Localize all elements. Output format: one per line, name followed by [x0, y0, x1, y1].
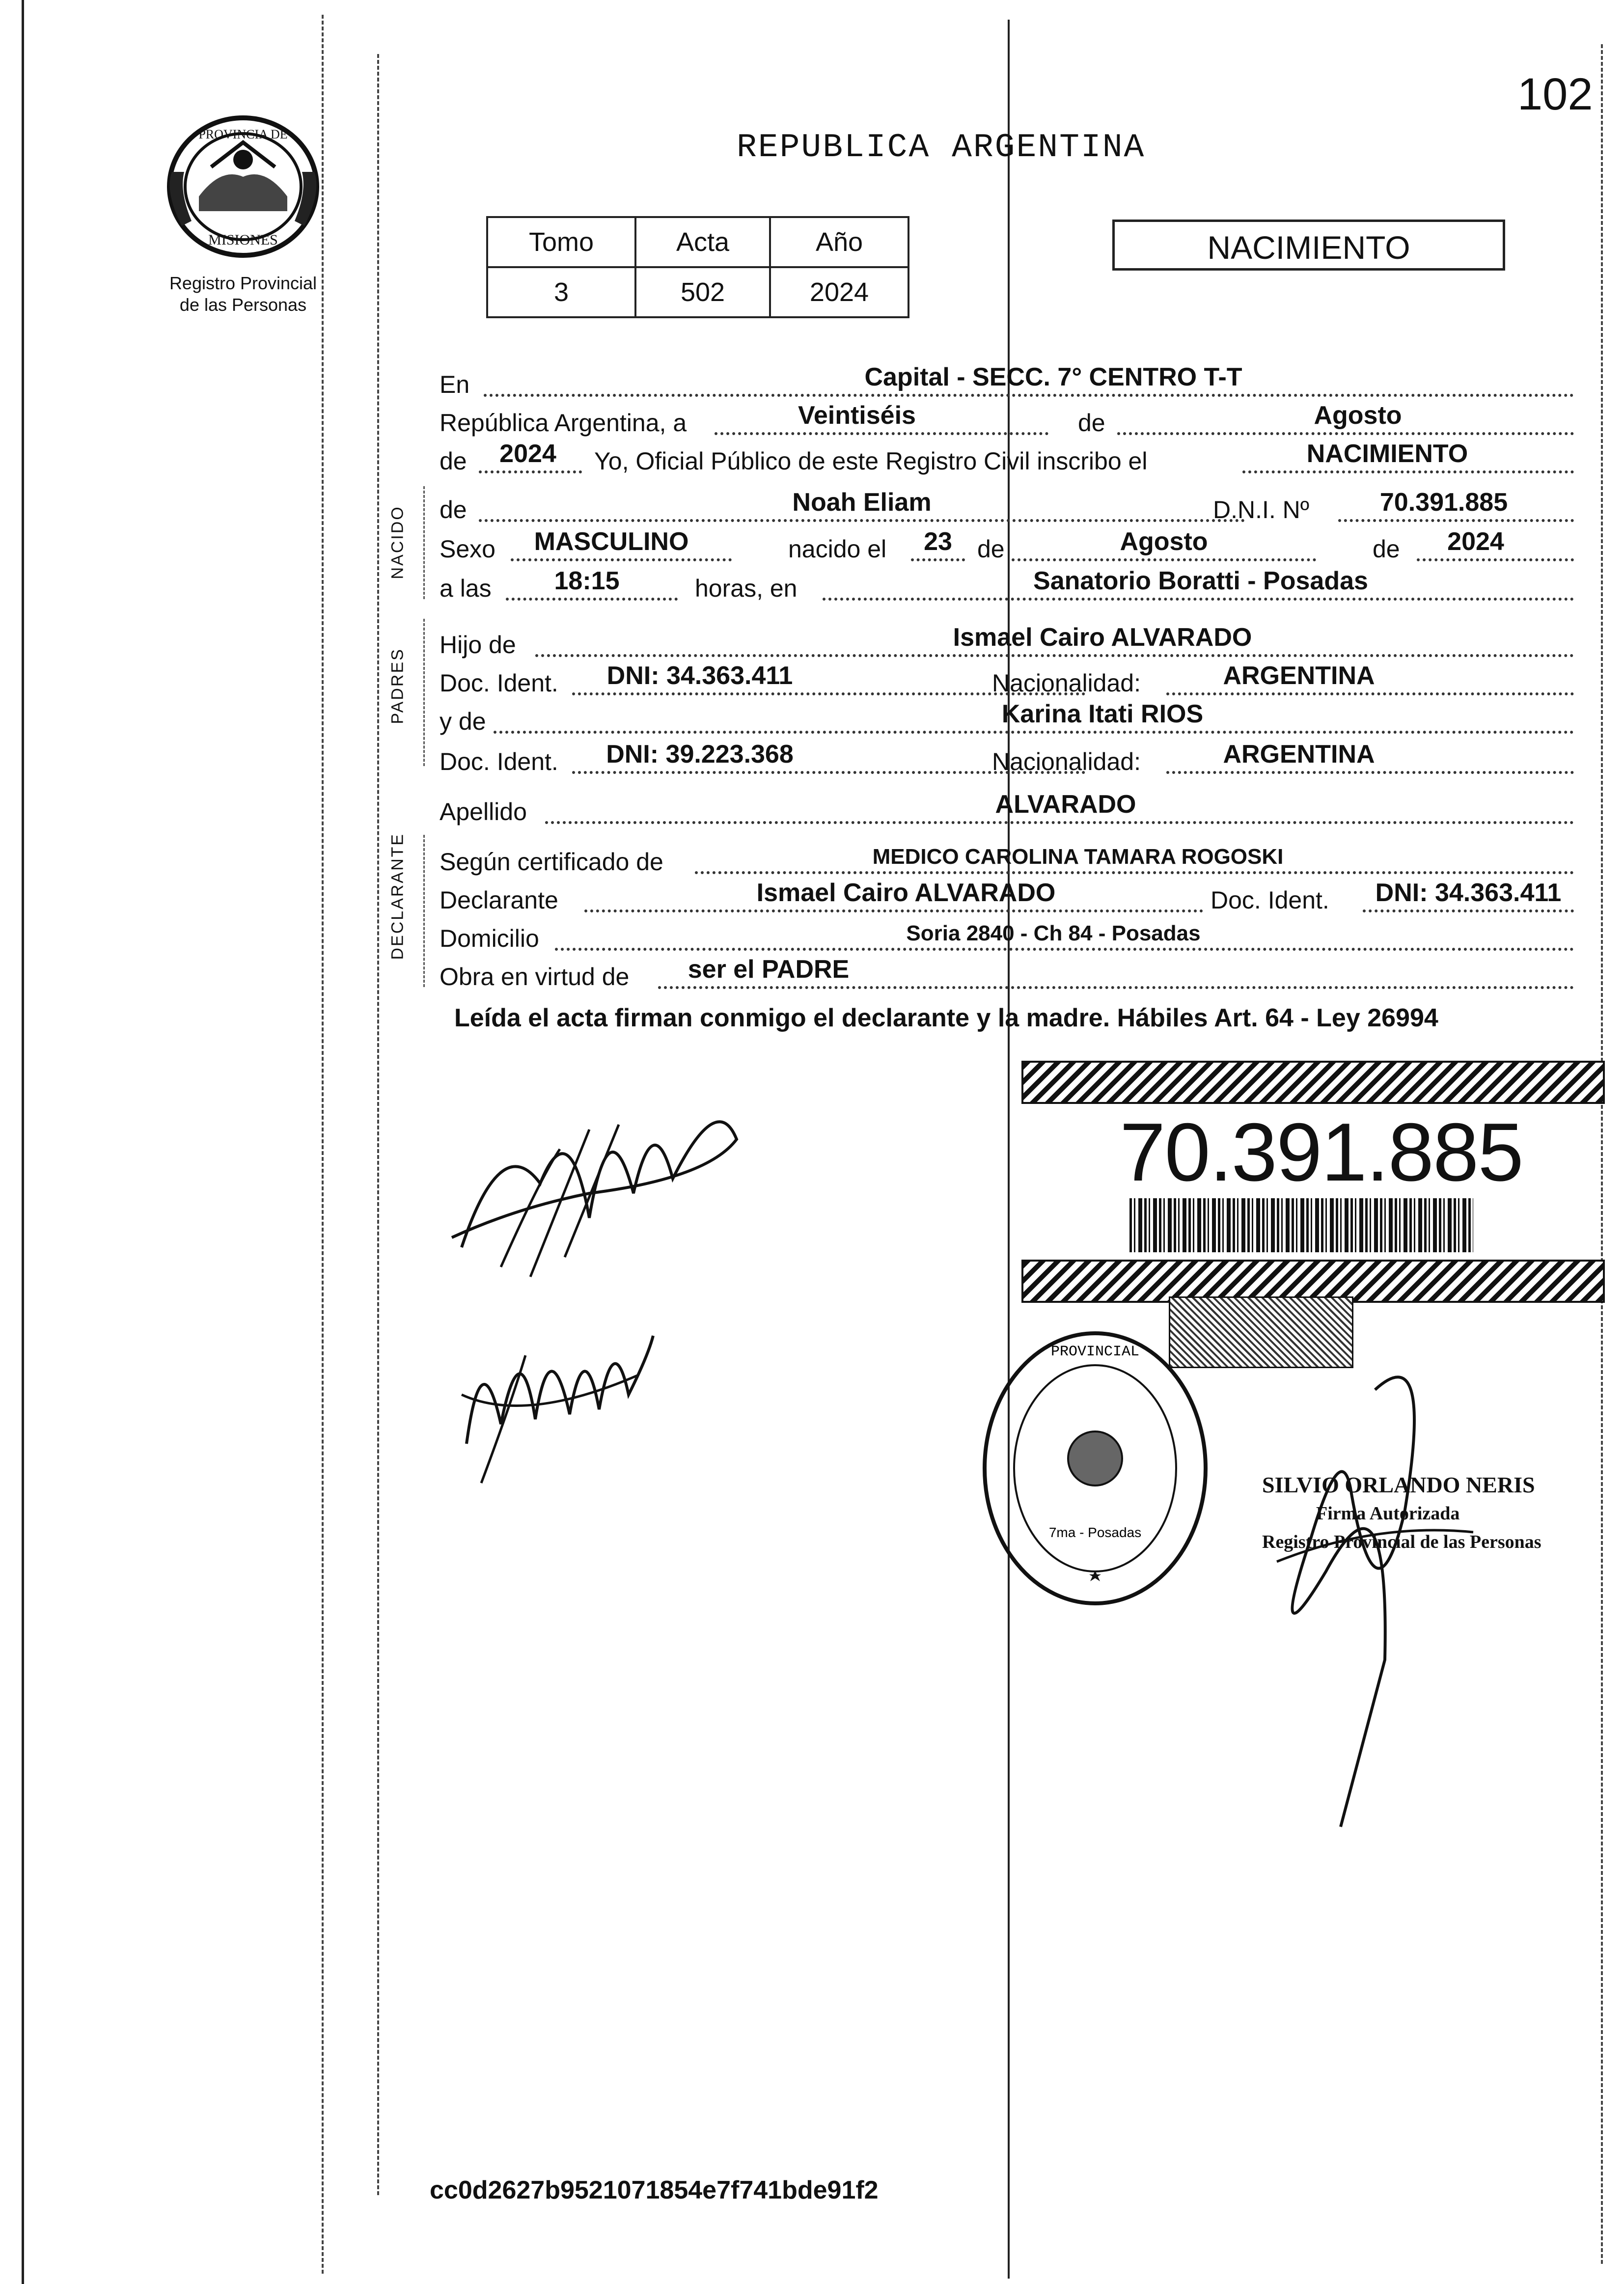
declarante-doc-label: Doc. Ident. — [1211, 886, 1329, 914]
dotted-line — [715, 432, 1048, 435]
dotted-line — [1242, 470, 1574, 473]
apellido-label: Apellido — [440, 798, 527, 826]
row-mother-doc — [440, 741, 1574, 780]
dotted-line — [1166, 771, 1574, 774]
dni-label: D.N.I. Nº — [1213, 496, 1310, 523]
misiones-seal-logo — [162, 113, 324, 270]
logo-caption-line-1: Registro Provincial — [169, 273, 317, 293]
day-value: Veintiséis — [798, 401, 916, 430]
de-label: de — [1078, 409, 1105, 437]
sexo-value: MASCULINO — [534, 527, 689, 556]
birth-place: Sanatorio Boratti - Posadas — [1033, 567, 1368, 595]
dotted-line — [545, 821, 1574, 824]
row-declarante — [440, 879, 1574, 918]
dotted-line — [494, 731, 1574, 734]
nacido-de-label: de — [440, 496, 467, 523]
name-value: Noah Eliam — [792, 488, 932, 517]
row-year — [440, 440, 1574, 479]
dotted-line — [1338, 519, 1574, 522]
de3-label: de — [977, 535, 1005, 563]
anio-value: 2024 — [770, 267, 908, 317]
official-signature — [1228, 1316, 1532, 1832]
birth-year: 2024 — [1447, 527, 1504, 556]
dotted-line — [555, 948, 1574, 951]
row-domicilio — [440, 917, 1574, 957]
seal-text-top: PROVINCIA DE — [198, 127, 288, 141]
declarant-signature — [442, 1071, 776, 1296]
padres-bracket — [423, 619, 425, 766]
record-table-value-row — [487, 267, 908, 317]
record-table — [486, 216, 909, 318]
official-role: Firma Autorizada — [1316, 1503, 1460, 1524]
dotted-line — [479, 519, 1245, 522]
logo-caption — [147, 273, 339, 316]
dni-value: 70.391.885 — [1379, 488, 1508, 517]
birth-time: 18:15 — [554, 567, 620, 595]
row-republica — [440, 402, 1574, 441]
horas-label: horas, en — [695, 575, 798, 602]
document-hash: cc0d2627b9521071854e7f741bde91f2 — [430, 2176, 879, 2204]
nacido-el-label: nacido el — [788, 535, 887, 563]
page-title: REPUBLICA ARGENTINA — [737, 129, 1146, 166]
father-name: Ismael Cairo ALVARADO — [953, 623, 1252, 652]
row-sexo — [440, 528, 1574, 567]
sticker-barcode — [1129, 1198, 1473, 1252]
dotted-line — [695, 871, 1574, 874]
dotted-line — [1117, 432, 1574, 435]
closing-statement: Leída el acta firman conmigo el declarante y la madre. Hábiles Art. 64 - Ley 26994 — [454, 1004, 1438, 1032]
event-value: NACIMIENTO — [1306, 440, 1468, 468]
birth-day: 23 — [924, 527, 952, 556]
security-strip-top — [1021, 1061, 1605, 1104]
record-table-header-row — [487, 217, 908, 267]
dotted-line — [911, 558, 965, 561]
acta-header: Acta — [635, 217, 770, 267]
declarante-label: Declarante — [440, 886, 558, 914]
obra-label: Obra en virtud de — [440, 963, 630, 991]
document-type-box: NACIMIENTO — [1112, 220, 1505, 271]
side-label-declarante: DECLARANTE — [388, 832, 407, 960]
sexo-label: Sexo — [440, 535, 495, 563]
dotted-line — [479, 470, 582, 473]
nacido-bracket — [423, 486, 425, 599]
a-las-label: a las — [440, 575, 492, 602]
row-father-doc — [440, 662, 1574, 701]
mother-signature — [452, 1296, 668, 1493]
row-mother — [440, 700, 1574, 740]
en-label: En — [440, 371, 470, 398]
official-name-block — [1262, 1471, 1541, 1556]
tomo-value: 3 — [487, 267, 635, 317]
father-nationality: ARGENTINA — [1223, 661, 1375, 690]
sticker-number: 70.391.885 — [1120, 1106, 1523, 1198]
declarante-value: Ismael Cairo ALVARADO — [756, 879, 1056, 907]
declarante-doc: DNI: 34.363.411 — [1375, 879, 1562, 907]
dotted-line — [1363, 909, 1574, 912]
row-en — [440, 363, 1574, 403]
anio-header: Año — [770, 217, 908, 267]
stamp-text: PROVINCIAL — [1050, 1344, 1140, 1360]
yo-label: Yo, Oficial Público de este Registro Civil inscribo el — [594, 447, 1148, 475]
dotted-line — [535, 654, 1574, 657]
stamp-inner-text: 7ma - Posadas — [1048, 1525, 1142, 1540]
inner-dashed-margin — [377, 54, 379, 2195]
center-fold-line — [1008, 20, 1010, 2279]
row-nacido-name — [440, 489, 1574, 528]
birth-month: Agosto — [1120, 527, 1208, 556]
de2-label: de — [440, 447, 467, 475]
dotted-line — [506, 598, 678, 601]
dotted-line — [1012, 558, 1316, 561]
left-margin-line — [22, 0, 24, 2284]
dotted-line — [511, 558, 732, 561]
left-dashed-margin — [322, 15, 324, 2274]
en-value: Capital - SECC. 7° CENTRO T-T — [864, 363, 1242, 391]
dotted-line — [1166, 692, 1574, 695]
dotted-line — [484, 394, 1574, 397]
certificado-value: MEDICO CAROLINA TAMARA ROGOSKI — [872, 845, 1284, 869]
right-dashed-margin — [1601, 44, 1603, 2264]
official-org: Registro Provincial de las Personas — [1262, 1532, 1541, 1552]
de4-label: de — [1373, 535, 1400, 563]
doc-ident-label-2: Doc. Ident. — [440, 748, 558, 775]
domicilio-label: Domicilio — [440, 925, 539, 952]
surname-value: ALVARADO — [995, 790, 1136, 819]
mother-nationality: ARGENTINA — [1223, 740, 1375, 769]
logo-caption-line-2: de las Personas — [179, 295, 307, 315]
official-name: SILVIO ORLANDO NERIS — [1262, 1472, 1535, 1497]
row-obra — [440, 956, 1574, 995]
doc-ident-label: Doc. Ident. — [440, 669, 558, 697]
certificado-label: Según certificado de — [440, 848, 663, 876]
row-father — [440, 624, 1574, 663]
obra-value: ser el PADRE — [688, 955, 850, 984]
page-number: 102 — [1517, 69, 1593, 119]
acta-value: 502 — [635, 267, 770, 317]
row-time-place — [440, 567, 1574, 606]
side-label-padres: PADRES — [388, 648, 407, 724]
month-value: Agosto — [1314, 401, 1402, 430]
dotted-line — [658, 986, 1574, 989]
side-label-nacido: NACIDO — [388, 505, 407, 579]
mother-doc: DNI: 39.223.368 — [606, 740, 794, 769]
father-doc: DNI: 34.363.411 — [606, 661, 793, 690]
tomo-header: Tomo — [487, 217, 635, 267]
domicilio-value: Soria 2840 - Ch 84 - Posadas — [906, 921, 1201, 945]
seal-text-bottom: MISIONES — [208, 232, 278, 248]
official-stamp — [977, 1326, 1213, 1611]
y-de-label: y de — [440, 708, 486, 735]
republica-label: República Argentina, a — [440, 409, 687, 437]
declarante-bracket — [423, 835, 425, 987]
mother-name: Karina Itati RIOS — [1001, 700, 1204, 728]
row-certificado — [440, 841, 1574, 880]
nacionalidad-label: Nacionalidad: — [992, 669, 1141, 697]
hijo-de-label: Hijo de — [440, 631, 516, 659]
dotted-line — [823, 598, 1574, 601]
nacionalidad-label-2: Nacionalidad: — [992, 748, 1141, 775]
row-apellido — [440, 791, 1574, 830]
dotted-line — [584, 909, 1203, 912]
dotted-line — [1417, 558, 1574, 561]
year-value: 2024 — [499, 440, 556, 468]
